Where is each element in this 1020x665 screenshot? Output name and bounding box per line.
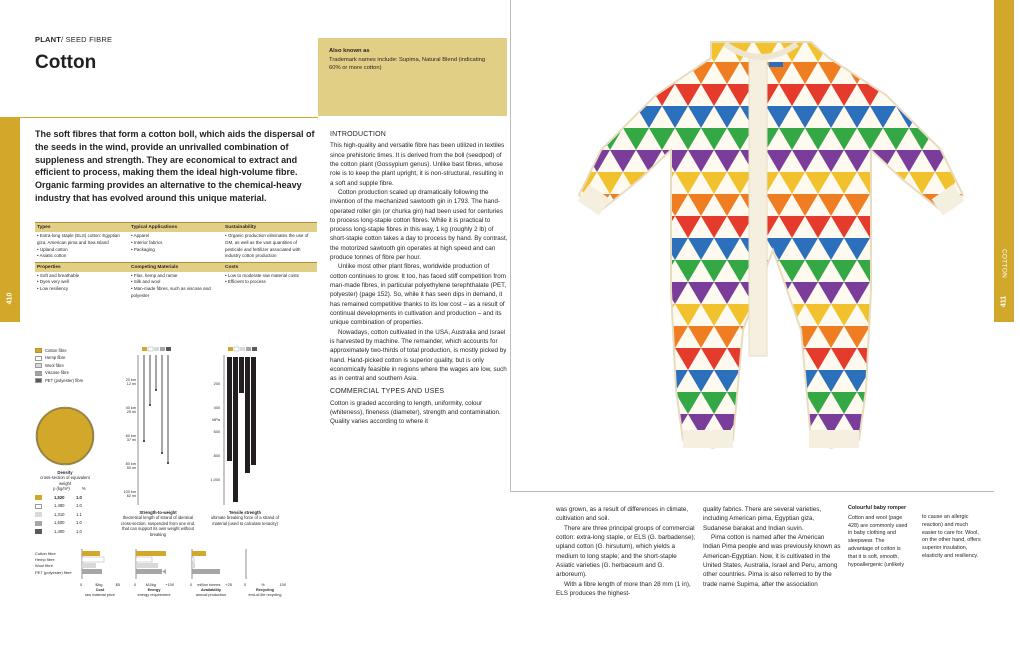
- body-paragraph: There are three principal groups of commercial cotton: extra-long staple, or ELS (G. barbadense); upland cotton (G. hirsutum), which yields a medium to long staple; and the short-staple Asiatic varieties (G. herbaceum and G. arboreum).: [556, 524, 696, 579]
- romper-triangle: [909, 348, 935, 370]
- romper-triangle: [935, 436, 961, 458]
- romper-triangle: [610, 62, 636, 84]
- competing-item: • Flax, hemp and ramie: [131, 273, 221, 280]
- romper-triangle: [597, 304, 623, 326]
- romper-triangle: [961, 348, 987, 370]
- romper-triangle: [766, 458, 792, 480]
- density-label: Density: [57, 470, 73, 475]
- legend-item: PET (polyester) fibre: [45, 377, 84, 383]
- romper-triangle: [922, 62, 948, 84]
- body-paragraph: With a fibre length of more than 28 mm (1 in), ELS produces the highest-: [556, 580, 691, 597]
- caption-column-2: [922, 514, 982, 561]
- body-paragraph: was grown, as a result of differences in climate, cultivation and soil.: [556, 506, 689, 523]
- romper-triangle: [610, 282, 636, 304]
- material-legend: [35, 347, 83, 385]
- romper-triangle: [571, 40, 597, 62]
- cost-axis: [80, 583, 120, 598]
- body-paragraph: quality fabrics. There are several varieties, including American pima, Egyptian giza, Sudanese barakat and Indian suvin.: [703, 506, 822, 532]
- romper-triangle: [961, 128, 987, 150]
- romper-triangle: [584, 458, 610, 480]
- romper-triangle: [636, 282, 662, 304]
- types-item: • Upland cotton: [37, 247, 127, 254]
- romper-triangle: [896, 414, 922, 436]
- body-paragraph: This high-quality and versatile fibre has been utilized in textiles since prehistoric times. It is derived from the boll (seedpod) of the cotton plant (Gossypium genus). Unlike bast fibres, whose role is to keep the plant upright, it is non-structural, resulting in a soft and supple fibre.: [330, 142, 505, 187]
- romper-triangle: [922, 106, 948, 128]
- axis-tick: 100: [279, 583, 286, 587]
- romper-triangle: [818, 458, 844, 480]
- romper-triangle: [636, 458, 662, 480]
- introduction-heading: INTRODUCTION: [330, 131, 387, 138]
- romper-triangle: [909, 304, 935, 326]
- romper-triangle: [948, 458, 974, 480]
- axis-tick: 0: [134, 583, 137, 587]
- axis-tick: MJ/kg: [145, 583, 156, 587]
- romper-triangle: [571, 216, 597, 238]
- axis-tick: +25: [225, 583, 232, 587]
- romper-triangle: [662, 458, 688, 480]
- romper-triangle: [831, 40, 857, 62]
- commercial-heading: COMMERCIAL TYPES AND USES: [330, 388, 445, 396]
- romper-triangle: [857, 436, 883, 458]
- properties-item: • Dyes very well: [37, 279, 127, 286]
- bar-row-labels: [35, 551, 72, 576]
- romper-triangle: [974, 150, 995, 172]
- romper-triangle: [922, 458, 948, 480]
- density-ratio: 1.0: [76, 503, 82, 508]
- legend-item: Viscose fibre: [45, 370, 69, 376]
- romper-triangle: [623, 392, 649, 414]
- romper-triangle: [961, 392, 987, 414]
- chart-sub: end-of-life recycling: [248, 592, 282, 597]
- bar-row-label: Wool fibre: [35, 563, 53, 569]
- types-item: • Extra-long staple (ELS) cotton: Egyptian giza, American pima and Sea Island: [37, 233, 127, 247]
- romper-triangle: [896, 238, 922, 260]
- caption-heading: Colourful baby romper: [848, 505, 907, 511]
- romper-triangle: [935, 84, 961, 106]
- romper-triangle: [597, 436, 623, 458]
- romper-triangle: [948, 326, 974, 348]
- romper-triangle: [883, 216, 909, 238]
- density-ratio: 1.0: [76, 520, 82, 525]
- romper-triangle: [883, 260, 909, 282]
- axis-tick: $5: [115, 583, 120, 587]
- romper-triangle: [883, 348, 909, 370]
- romper-triangle: [948, 238, 974, 260]
- tensile-tick: 600: [213, 430, 220, 434]
- romper-triangle: [961, 84, 987, 106]
- romper-triangle: [584, 370, 610, 392]
- intro-paragraph: The soft fibres that form a cotton boll, which aids the dispersal of the seeds in the wind, provide an unrivalled combination of suppleness and strength. They are economical to extract and efficient to process, making them the ideal high-volume fibre. Organic farming provides an alternative to the chemical-heavy industry that has evolved around this unique material.: [35, 129, 315, 203]
- romper-triangle: [909, 216, 935, 238]
- density-table: [35, 485, 86, 536]
- romper-triangle: [740, 458, 766, 480]
- properties-table: [35, 222, 317, 301]
- romper-triangle: [870, 238, 896, 260]
- romper-triangle: [974, 62, 995, 84]
- romper-triangle: [649, 348, 675, 370]
- romper-triangle: [909, 436, 935, 458]
- legend-item: Hemp fibre: [45, 355, 66, 361]
- romper-triangle: [896, 326, 922, 348]
- applications-item: • Interior fabrics: [131, 240, 221, 247]
- romper-triangle: [610, 458, 636, 480]
- th-applications: Typical Applications: [129, 223, 223, 233]
- romper-triangle: [571, 260, 597, 282]
- romper-triangle: [623, 348, 649, 370]
- romper-triangle: [974, 326, 995, 348]
- density-value: 1,310: [54, 511, 65, 517]
- romper-triangle: [636, 370, 662, 392]
- chart-label: Cost: [95, 587, 105, 592]
- body-paragraph: Nowadays, cotton cultivated in the USA, Australia and Israel is harvested by machine. The remainder, which accounts for approximately two-thirds of total production, is mostly picked by hand. Hand-picked cotton is superior quality, but is only economically feasible in regions where the wages are low, such as in central and southern Asia.: [330, 328, 507, 383]
- romper-triangle: [909, 40, 935, 62]
- strength-tick: 80 km 50 mi: [125, 462, 136, 471]
- romper-triangle: [610, 238, 636, 260]
- costs-item: • Low to moderate raw material costs: [225, 273, 315, 280]
- also-known-as-text: Trademark names include: Supima, Natural Blend (indicating 60% or more cotton): [329, 57, 486, 72]
- romper-triangle: [870, 414, 896, 436]
- romper-triangle: [753, 436, 779, 458]
- romper-triangle: [987, 392, 995, 414]
- types-item: • Asiatic cotton: [37, 253, 127, 260]
- density-value: 1,520: [54, 494, 65, 500]
- romper-triangle: [571, 304, 597, 326]
- tensile-caption: [210, 510, 280, 526]
- strength-tick: 60 km 37 mi: [125, 434, 136, 443]
- recycling-axis: [244, 583, 286, 598]
- density-value: 1,400: [54, 528, 65, 534]
- romper-triangle: [974, 370, 995, 392]
- competing-item: • Silk and wool: [131, 279, 221, 286]
- romper-triangle: [974, 238, 995, 260]
- romper-triangle: [623, 260, 649, 282]
- romper-triangle: [948, 150, 974, 172]
- caption-text: Cotton and wool (page 428) are commonly used in baby clothing and sleepwear. The advantage of cotton is that it is soft, smooth, hypoallergenic (unlikely: [848, 514, 908, 568]
- body-paragraph: Pima cotton is named after the American Indian Pima people and was previously known as American-Egyptian. Now, it is cultivated in the United States, Australia, Israel and Peru, among other countries. Pima is also referred to by the trade name Supima, after the association: [703, 533, 841, 588]
- right-column-1: [556, 505, 696, 598]
- romper-triangle: [974, 414, 995, 436]
- right-page-number: 411: [1000, 295, 1008, 308]
- romper-triangle: [961, 436, 987, 458]
- romper-triangle: [883, 172, 909, 194]
- th-types: Types: [35, 223, 129, 233]
- romper-triangle: [610, 370, 636, 392]
- caption-column-1: [848, 505, 910, 570]
- romper-triangle: [610, 414, 636, 436]
- romper-triangle: [844, 458, 870, 480]
- right-side-label: COTTON: [1000, 248, 1008, 279]
- romper-triangle: [922, 238, 948, 260]
- density-col-header: ρ (kg/m³): [53, 486, 70, 491]
- product-photo: [510, 0, 994, 492]
- romper-triangle: [935, 304, 961, 326]
- romper-triangle: [870, 282, 896, 304]
- density-value: 1,480: [54, 503, 65, 508]
- romper-triangle: [935, 392, 961, 414]
- tensile-tick: 800: [213, 454, 220, 458]
- romper-triangle: [870, 62, 896, 84]
- tensile-sub: ultimate breaking force of a strand of material (used to calculate tenacity): [211, 515, 279, 526]
- romper-triangle: [961, 260, 987, 282]
- romper-triangle: [779, 436, 805, 458]
- strength-ticks: [118, 378, 136, 500]
- romper-triangle: [961, 172, 987, 194]
- right-side-tab: [994, 0, 1014, 322]
- romper-triangle: [649, 40, 675, 62]
- romper-triangle: [896, 194, 922, 216]
- romper-triangle: [922, 326, 948, 348]
- axis-tick: %: [261, 583, 265, 587]
- romper-triangle: [987, 436, 995, 458]
- romper-triangle: [792, 458, 818, 480]
- availability-axis: [190, 583, 232, 598]
- th-sustainability: Sustainability: [223, 223, 317, 233]
- romper-triangle: [571, 348, 597, 370]
- density-caption: [35, 470, 95, 486]
- density-value: 1,500: [54, 520, 65, 525]
- romper-triangle: [610, 194, 636, 216]
- axis-tick: 0: [244, 583, 247, 587]
- romper-triangle: [623, 40, 649, 62]
- chart-label: Availability: [201, 587, 221, 592]
- romper-triangle: [740, 370, 766, 392]
- axis-tick: million tonnes: [197, 583, 221, 587]
- romper-triangle: [935, 40, 961, 62]
- legend-item: Wool fibre: [45, 362, 64, 368]
- romper-triangle: [610, 326, 636, 348]
- strength-sub: theoretical length of strand of identical cross-section, suspended from one end, that can support its own weight without breaking: [120, 515, 196, 537]
- romper-triangle: [857, 40, 883, 62]
- romper-triangle: [636, 194, 662, 216]
- also-known-as-box: [318, 38, 507, 116]
- page-title: Cotton: [35, 52, 97, 73]
- bottom-bar-charts: [80, 549, 300, 585]
- romper-triangle: [766, 326, 792, 348]
- left-page-number: 410: [6, 292, 14, 305]
- density-circles: [34, 405, 96, 467]
- romper-triangle: [974, 194, 995, 216]
- romper-triangle: [636, 62, 662, 84]
- tensile-unit: MPa: [212, 418, 220, 422]
- axis-tick: $/kg: [95, 583, 103, 587]
- romper-triangle: [974, 458, 995, 480]
- tensile-tick: 1,000: [210, 478, 220, 482]
- romper-triangle: [896, 62, 922, 84]
- romper-triangle: [870, 370, 896, 392]
- strength-tick: 100 km 62 mi: [123, 490, 136, 499]
- romper-triangle: [896, 282, 922, 304]
- breadcrumb-category: PLANT: [35, 35, 61, 44]
- romper-triangle: [779, 348, 805, 370]
- romper-triangle: [896, 370, 922, 392]
- bar-row-label: PET (polyester) fibre: [35, 569, 72, 575]
- romper-triangle: [896, 458, 922, 480]
- romper-triangle: [922, 282, 948, 304]
- legend-item: Cotton fibre: [45, 347, 67, 353]
- romper-triangle: [571, 436, 597, 458]
- romper-triangle: [623, 216, 649, 238]
- romper-triangle: [870, 326, 896, 348]
- right-column-2: [703, 505, 841, 589]
- romper-triangle: [584, 238, 610, 260]
- romper-triangle: [922, 414, 948, 436]
- romper-triangle: [675, 40, 701, 62]
- romper-triangle: [766, 370, 792, 392]
- body-paragraph: Unlike most other plant fibres, worldwide production of cotton continues to grow. It too, has faced stiff competition from man-made fibres, in particular polyethylene terephthalate (PET, polyester) (page 152). So, while it has seen dips in demand, it has remained competitive thanks to its low cost – as a result of continual developments in cultivation and production – and its unique combination of properties.: [330, 263, 507, 327]
- tensile-label: Tensile strength: [228, 510, 262, 515]
- tensile-strength-chart: [210, 345, 280, 510]
- romper-triangle: [779, 392, 805, 414]
- left-side-tab: [0, 117, 20, 322]
- th-properties: Properties: [35, 262, 129, 272]
- romper-triangle: [623, 84, 649, 106]
- density-ratio: 1.1: [76, 511, 82, 517]
- energy-axis: [134, 583, 174, 598]
- romper-triangle: [636, 238, 662, 260]
- strength-caption: [118, 510, 198, 537]
- romper-triangle: [571, 128, 597, 150]
- romper-triangle: [974, 106, 995, 128]
- density-ratio: 1.0: [76, 494, 82, 500]
- tensile-tick: 400: [213, 406, 220, 410]
- axis-tick: 0: [190, 583, 193, 587]
- romper-triangle: [948, 106, 974, 128]
- romper-triangle: [636, 414, 662, 436]
- properties-item: • Low resiliency: [37, 286, 127, 293]
- romper-triangle: [948, 414, 974, 436]
- romper-triangle: [649, 436, 675, 458]
- romper-triangle: [597, 84, 623, 106]
- romper-triangle: [883, 40, 909, 62]
- romper-triangle: [740, 414, 766, 436]
- romper-triangle: [961, 40, 987, 62]
- romper-triangle: [571, 84, 597, 106]
- th-costs: Costs: [223, 262, 317, 272]
- properties-item: • Soft and breathable: [37, 273, 127, 280]
- breadcrumb-sub: / SEED FIBRE: [61, 35, 113, 44]
- romper-triangle: [870, 458, 896, 480]
- romper-triangle: [584, 62, 610, 84]
- romper-triangle: [584, 326, 610, 348]
- chart-sub: energy requirement: [137, 592, 171, 597]
- romper-triangle: [974, 282, 995, 304]
- romper-triangle: [922, 370, 948, 392]
- applications-item: • Apparel: [131, 233, 221, 240]
- bar-row-label: Cotton fibre: [35, 551, 56, 556]
- romper-triangle: [597, 40, 623, 62]
- density-ratio: 1.0: [76, 528, 82, 534]
- romper-triangle: [753, 392, 779, 414]
- also-known-as-heading: Also known as: [329, 48, 370, 54]
- romper-triangle: [688, 458, 714, 480]
- romper-triangle: [623, 436, 649, 458]
- body-column: [330, 130, 508, 427]
- romper-triangle: [935, 216, 961, 238]
- baby-romper-illustration: [511, 0, 995, 492]
- romper-triangle: [597, 392, 623, 414]
- romper-triangle: [935, 260, 961, 282]
- romper-triangle: [584, 414, 610, 436]
- strength-tick: 40 km 25 mi: [125, 406, 136, 415]
- strength-label: Strength-to-weight: [139, 510, 177, 515]
- breadcrumb: [35, 35, 112, 44]
- density-sub: cross-section of equivalent weight: [40, 475, 90, 486]
- romper-triangle: [909, 392, 935, 414]
- romper-triangle: [883, 304, 909, 326]
- intro-rule: [20, 117, 318, 118]
- chart-sub: annual production: [195, 592, 227, 597]
- body-paragraph: Cotton is graded according to length, uniformity, colour (whiteness), fineness (diameter), strength and contamination. Quality varies according to where it: [330, 399, 501, 426]
- th-competing: Competing Materials: [129, 262, 223, 272]
- romper-triangle: [597, 216, 623, 238]
- romper-triangle: [597, 260, 623, 282]
- romper-triangle: [883, 392, 909, 414]
- romper-triangle: [961, 216, 987, 238]
- sustainability-item: • Organic production eliminates the use of GM, as well as the vast quantities of pesticide and fertilizer associated with industry cotton production: [225, 233, 315, 260]
- romper-triangle: [987, 348, 995, 370]
- romper-triangle: [597, 348, 623, 370]
- tensile-ticks: [196, 382, 220, 488]
- romper-triangle: [883, 436, 909, 458]
- romper-triangle: [714, 458, 740, 480]
- axis-tick: +100: [165, 583, 174, 587]
- strength-tick: 20 km 12 mi: [125, 378, 136, 387]
- romper-triangle: [909, 84, 935, 106]
- costs-item: • Efficient to process: [225, 279, 315, 286]
- romper-triangle: [623, 304, 649, 326]
- romper-triangle: [636, 326, 662, 348]
- romper-triangle: [948, 370, 974, 392]
- axis-tick: 0: [80, 583, 83, 587]
- tensile-tick: 200: [213, 382, 220, 386]
- density-col-header: %: [81, 486, 86, 491]
- applications-item: • Packaging: [131, 247, 221, 254]
- caption-text: to cause an allergic reaction) and much easier to care for. Wool, on the other hand, offers superior insulation, elasticity and resiliency.: [922, 514, 981, 560]
- romper-triangle: [870, 194, 896, 216]
- romper-triangle: [766, 414, 792, 436]
- body-paragraph: Cotton production scaled up dramatically following the invention of the mechanized sawtooth gin in 1793. The hand-operated roller gin (or churka gin) had been used for centuries to process long-staple cotton fibres. While it is practical to process long-staple fibres in this way, 1 kg (roughly 2 lb) of short-staple cotton takes a day to process by hand. By contrast, the motorized sawtooth gin operates at high speed and can produce tonnes of fibre per hour.: [330, 188, 508, 262]
- chart-sub: raw material price: [85, 592, 115, 597]
- romper-triangle: [948, 62, 974, 84]
- romper-triangle: [649, 392, 675, 414]
- romper-triangle: [961, 304, 987, 326]
- romper-triangle: [584, 106, 610, 128]
- chart-label: Energy: [147, 587, 161, 592]
- romper-triangle: [948, 282, 974, 304]
- bar-row-label: Hemp fibre: [35, 557, 55, 563]
- romper-triangle: [909, 260, 935, 282]
- romper-triangle: [571, 392, 597, 414]
- romper-triangle: [935, 348, 961, 370]
- romper-triangle: [584, 282, 610, 304]
- chart-label: Recycling: [256, 587, 274, 592]
- competing-item: • Man-made fibres, such as viscose and polyester: [131, 286, 221, 300]
